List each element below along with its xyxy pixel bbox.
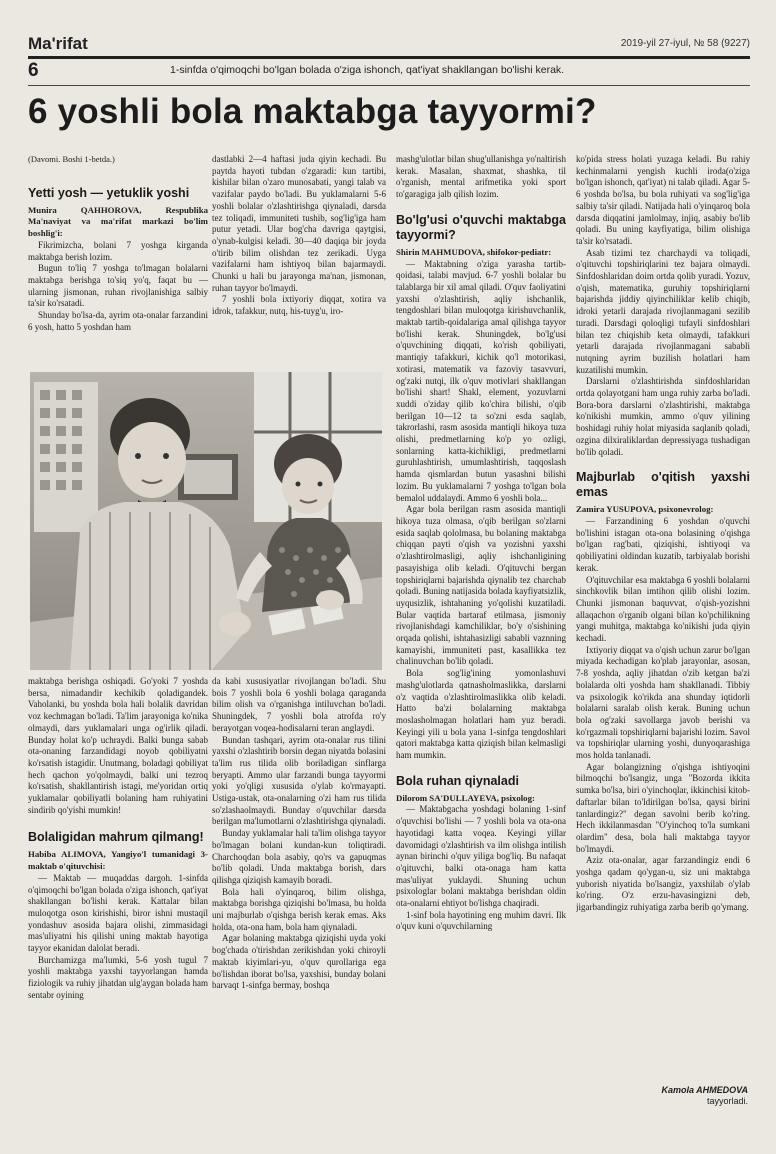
paragraph: Darslarni o'zlashtirishda sinfdoshlaridan ortda qolayotgani ham unga ruhiy zarba bo'ladi. Bora-bora darslarni o'zlashtirishi, maktabga ko'nikishi mumkin, ammo o'quv yilining boshidagi ruhiy holat miyasida saqlanib qoladi, ozgina dilxiraliklardan depressiyaga tushadigan bo'lib qoladi. xyxy=(576,376,750,457)
paragraph: mashg'ulotlar bilan shug'ullanishga yo'naltirish kerak. Masalan, shaxmat, shashka, til o'rganish, mental arifmetika yoki sport to'garagiga jalb qilish lozim. xyxy=(396,154,566,200)
tagline-rule xyxy=(28,85,750,86)
paragraph: 1-sinf bola hayotining eng muhim davri. Ilk o'quv kuni o'quvchilarning xyxy=(396,909,566,932)
paragraph: — Maktab — muqaddas dargoh. 1-sinfda o'qimoqchi bo'lgan bolada o'ziga ishonch, qat'iyat shakllangan bo'lishi kerak. Kattalar bilan muloqotga oson kirishishi, biror ishni mustaqil yondashuv asosida bajara olishi, zimmasidagi mas'uliyatni his qilishi uning maktab hayotiga tayyor ekanidan dalolat beradi. xyxy=(28,872,208,954)
paragraph: Agar bolaning maktabga qiziqishi uyda yoki bog'chada o'tirishdan zerikishdan yoki chiroyli maktab kiyimlari-yu, o'quv qurollariga ega bo'lishdan iborat bo'lsa, yaxshisi, bunday bolani barvaqt 1-sinfga bermay, boshqa xyxy=(212,933,386,991)
page-tagline: 1-sinfda o'qimoqchi bo'lgan bolada o'ziga ishonch, qat'iyat shakllangan bo'lishi kerak. xyxy=(170,64,565,76)
paragraph: Bugun to'liq 7 yoshga to'lmagan bolalarni maktabga berishga to'siq yo'q, faqat bu — ularning jismonan, ruhan rivojlanishiga salbiy ta'sir ko'rsatadi. xyxy=(28,263,208,309)
byline: Shirin MAHMUDOVA, shifokor-pediatr: xyxy=(396,246,552,257)
masthead-rule xyxy=(28,56,750,59)
section-title: Bola ruhan qiynaladi xyxy=(396,773,519,788)
newspaper-brand: Ma'rifat xyxy=(28,34,88,53)
column-1-top xyxy=(28,154,208,370)
page-number: 6 xyxy=(28,60,39,81)
paragraph: Burchamizga ma'lumki, 5-6 yosh tugul 7 yoshli maktabga yaxshi tayyorlangan hamda fiziologik va ruhiy jihatdan ulg'aygan bolada ham sentabr oyining xyxy=(28,954,208,1000)
column-3 xyxy=(396,154,566,1136)
column-4 xyxy=(576,154,750,1082)
paragraph: — Maktabning o'ziga yarasha tartib-qoidasi, talabi mavjud. 6-7 yoshli bolalar bu talablarga bir xil amal qiladi. O'quv faoliyatini yaxshi o'zlashtirish, aqliy ishchanlik, tengdoshlari bilan muloqotga kirishuvchanlik, maktab tartib-qoidalariga amal qilishga tayyor bo'lishi kerak. Shuningdek, bo'lg'usi o'quvchining diqqati, ko'rish qobiliyati, mantiqiy tafakkuri, kichik qo'l motorikasi, xotirasi, matematik va fazoviy tasavvuri, og'zaki nutqi, ilk o'quv motivlari shakllangan bo'lishi shart! Shakl, element, yozuvlarni xuddi o'zidаy qilib ko'chira bilishi, o'qib berilgan 10—12 ta so'zni esda saqlab, takrorlashi, rasm asosida mantiqli hikoya tuza olishi, predmetlarning ko'p yo ozligi, sonlarning katta-kichikligi, predmetlarni guruhlashtirish, umumlashtirish, taqqoslash hamda qismlardan butun yasashni bilishi lozim. Bu yuklamalarni 7 yoshga to'lgan bola bemalol uddalaydi. Ammo 6 yoshli bola... xyxy=(396,258,566,503)
article-headline: 6 yoshli bola maktabga tayyormi? xyxy=(28,92,597,131)
paragraph: Ixtiyoriy diqqat va o'qish uchun zarur bo'lgan miyada kechadigan ko'plab jarayonlar, asosan, 7-8 yoshda, aqliy jihatdan o'zib ketgan ba'zi bolalarda olti yoshda ham shakllanadi. Tibbiy va psixologik ko'rikda ana shunday iqtidorli bolalarni saralab olish kerak. Buning uchun bola og'zaki savollarga javob berishi va ko'rgazmali topshiriqlarni bajarishi lozim. Savol va topshiriqlar ularning yoshi, dunyoqarashiga mos holda tanlanadi. xyxy=(576,644,750,761)
column-1-bottom xyxy=(28,676,208,1136)
paragraph: — Farzandining 6 yoshdan o'quvchi bo'lishini istagan ota-ona bolasining o'qishga bo'lgan rag'bati, qiziqishi, ishtiyoqi va qobiliyatini oldindan kuzatib, tarbiyalab borishi kerak. xyxy=(576,515,750,573)
paragraph: maktabga berishga oshiqadi. Go'yoki 7 yoshda bersa, nimadandir kechikib qoladigandek. Vaholanki, bu yoshda bola hali bolalik davridan voz kechmagan bo'ladi. Ta'lim jarayoniga ko'nika olmaydi, dars yuklamalari unga og'irlik qiladi. Bunday holat ko'p uchraydi. Balki bunga sabab ota-onaning farzandidagi noyob qobiliyatni ko'rsatish istagidir. Unutmang, boladagi qobiliyat hech qachon yo'qolmaydi, balki uni tezroq ko'rsatish, shakllantirish istagi, me'yoridan ortiq yuklamalar qobiliyatli bolaning ham ruhiyatini sindirib qo'yishi mumkin! xyxy=(28,676,208,815)
paragraph: Bunday yuklamalar hali ta'lim olishga tayyor bo'lmagan bolani kundan-kun toliqtiradi. Charchoqdan bola asabiy, qo'rs va gapuqmas bo'lib qoladi. Unda maktabga borish, dars qilishga qiziqish kamayib boradi. xyxy=(212,828,386,885)
byline: Munira QAHHOROVA, Respublika Ma'naviyat va ma'rifat markazi bo'lim boshlig'i: xyxy=(28,204,208,239)
paragraph: Bola sog'lig'ining yomonlashuvi mashg'ulotlarda qatnasholmaslikka, darslarni o'z vaqtida o'zlashtirolmaslikka olib keladi. Hatto ba'zi bolalarning maktabga moslasholmagan holatlari ham yuz beradi. Keyingi yili u bola yana 1-sinfga tengdoshlari qatori maktabga katta qiziqish bilan kelmasligi ham mumkin. xyxy=(396,668,566,761)
paragraph: dastlabki 2—4 haftasi juda qiyin kechadi. Bu paytda hayoti tubdan o'zgaradi: kun tartibi, kishilar bilan o'zaro munosabati, yangi talab va vazifalar paydo bo'ladi. Bu yuklamalarni 5-6 yoshli bolalar o'zlashtirishga qiynaladi, darsda tez toliqadi, immuniteti tushib, sog'lig'iga ham putur yetadi. Ular bog'cha davriga qaytgisi, o'ynab-kulgisi keladi. 30—40 daqiqa bir joyda o'tirib bilim olishdan tez zerikadi. Uyga vazifalarni ham ishtiyoq bilan bajarmaydi. Chunki u hali bu jarayonga ma'nan, jismonan, ruhan tayyor bo'lmaydi. xyxy=(212,154,386,293)
article-photo xyxy=(30,372,382,670)
children-at-desk-photo xyxy=(30,372,382,670)
paragraph: O'qituvchilar esa maktabga 6 yoshli bolalarni sinchkovlik bilan imtihon qilib olishi lozim. Chunki jismonan baquvvat, o'qish-yozishni allaqachon o'rganib olgani bilan ko'pchilikning yangi muhitga, maktabga ko'nikishi juda qiyin kechadi. xyxy=(576,574,750,644)
author-name: Kamola AHMEDOVA xyxy=(661,1085,748,1095)
section-title: Majburlab o'qitish yaxshi emas xyxy=(576,470,750,500)
paragraph: 7 yoshli bola ixtiyoriy diqqat, xotira va idrok, tafakkur, nutq, his-tuyg'u, iro- xyxy=(212,294,386,317)
paragraph: Asab tizimi tez charchaydi va toliqadi, o'qituvchi topshiriqlarini tez bajara olmaydi. Sinfdoshlaridan doim ortda qolib yuradi. Yozuv, o'qish, matematika, guruhiy topshiriqlarni bajarishda jiddiy qiyinchiliklar kelib chiqib, idroki yetarli darajada rivojlanmagani sezilib turadi. Darsdagi qoloqligi tufayli sinfdoshlari bilan tez chiqishib keta olmaydi, tafakkuri yetarli darajada rivojlanmagani sababli nutqning ayrim buzilish holatlari ham kuzatilishi mumkin. xyxy=(576,247,750,375)
issue-info: 2019-yil 27-iyul, № 58 (9227) xyxy=(620,38,750,49)
section-title: Yetti yosh — yetuklik yoshi xyxy=(28,185,190,200)
paragraph: ko'pida stress holati yuzaga keladi. Bu rahiy kechinmalarni yengish kuchli iroda(o'ziga bo'lgan ishonch, qat'iyat) ni talab qiladi. Agar 5-6 yoshda bo'lsa, bu bola ruhiyati va sog'lig'iga salbiy ta'sir qiladi. Natijada hali o'yinqaroq bola darsda diqqatini jamlolmay, injiq, asabiy bo'lib qoladi. Bu uning kayfiyatiga, bilim olishiga ta'sir ko'rsatadi. xyxy=(576,154,750,246)
paragraph: Bola hali o'yinqaroq, bilim olishga, maktabga borishga qiziqishi bo'lmasa, bu holda uni majburlab o'qishga berish kerak emas. Aks holda, ota-ona ham, bola ham qiynaladi. xyxy=(212,886,386,932)
paragraph: Agar bola berilgan rasm asosida mantiqli hikoya tuza olmasa, o'qib berilgan so'zlarni esida saqlab qololmasa, bu bolaning maktabga chiqqan payti o'qish va yozishni yaxshi o'zlashtirolmasligi, aqliy ishchanligining pasayishiga olib keladi. O'qituvchi bergan topshiriqlarni bajarishda qiynalib tez charchab qoladi. Buning natijasida bolada kayfiyatsizlik, uyqusizlik, ishtahaning yo'qolishi kuzatiladi. Bular vaqtida bartaraf etilmasa, jismoniy rivojlanishdagi kamchiliklar, bo'y o'sishining orqada qolishi, ishtahasizligi sababli vaznning kamayishi, immuniteti past, kasallikka tez chalinuvchan bo'lib qoladi. xyxy=(396,504,566,667)
byline: Zamira YUSUPOVA, psixonevrolog: xyxy=(576,504,714,515)
author-role: tayyorladi. xyxy=(706,1096,748,1106)
paragraph: Shunday bo'lsa-da, ayrim ota-onalar farzandini 6 yosh, hatto 5 yoshdan ham xyxy=(28,310,208,332)
continuation-note: (Davomi. Boshi 1-betda.) xyxy=(28,154,115,164)
column-2-top xyxy=(212,154,386,370)
byline: Dilorom SA'DULLAYEVA, psixolog: xyxy=(396,792,535,803)
column-2-bottom xyxy=(212,676,386,1136)
paragraph: — Maktabgacha yoshdagi bolaning 1-sinf o'quvchisi bo'lishi — 7 yoshli bola va ota-ona hayotidagi katta voqea. Keyingi yillar davomidagi o'zlashtirish va ilm olishga intilish aynan birinchi o'quv yiliga bog'liq. Bu nafaqat o'qituvchi, balki ota-onaga ham katta mas'uliyat yuklaydi. Shuning uchun psixologlar bolani maktabga berishdan oldin ota-onalarni ehtiyot bo'lishga chaqiradi. xyxy=(396,804,566,909)
author-signature xyxy=(608,1085,748,1107)
paragraph: Aziz ota-onalar, agar farzandingiz endi 6 yoshga qadam qo'ygan-u, siz uni maktabga yuborish niyatida bo'lsangiz, yaxshilab o'ylab ko'ring. O'z erzu-havasingizni deb, jigarbandingiz ruhiyatiga zarba berib qo'ymang. xyxy=(576,855,750,913)
paragraph: Agar bolangizning o'qishga ishtiyoqini bilmoqchi bo'lsangiz, unga "Bozorda ikkita sumka bo'lsa, biri o'yinchoqlar, ikkinchisi kitob-daftarlar bilan to'ldirilgan bo'lsa, qaysi birini tanlardingiz?" degan savolni berib ko'ring. Hech ikkilanmasdan "O'yinchoq to'la sumkani olardim" desa, bola hali maktabga tayyor bo'lmaydi. xyxy=(576,761,750,854)
paragraph: Fikrimizcha, bolani 7 yoshga kirgandа maktabga berish lozim. xyxy=(28,239,208,262)
paragraph: Bundan tashqari, ayrim ota-onalar rus tilini yaxshi o'zlashtirib borsin degan niyatda bolasini ta'lim rus tilida olib boriladigan sinflarga beryapti. Ammo ular farzandi bunga tayyormi yoki yo'qligi xususida o'ylab ko'rmayapti. Ustiga-ustak, ota-onalarning o'zi ham rus tilida so'zlashaolmaydi. Bunday o'quvchilar darsda berilgan ma'lumotlarni o'zlashtirishga qiynaladi. xyxy=(212,734,386,827)
paragraph: da kabi xususiyatlar rivojlangan bo'ladi. Shu bois 7 yoshli bola 6 yoshli bolaga qaraganda bilim olish va o'rganishga intiluvchan bo'ladi. Shuningdek, 7 yoshli bola atrofda ro'y berayotgan voqea-hodisalarni teran anglaydi. xyxy=(212,676,386,733)
section-title: Bolaligidan mahrum qilmang! xyxy=(28,830,204,845)
section-title: Bo'lg'usi o'quvchi maktabga tayyormi? xyxy=(396,212,566,242)
byline: Habiba ALIMOVA, Yangiyo'l tumanidagi 3-maktab o'qituvchisi: xyxy=(28,849,208,872)
